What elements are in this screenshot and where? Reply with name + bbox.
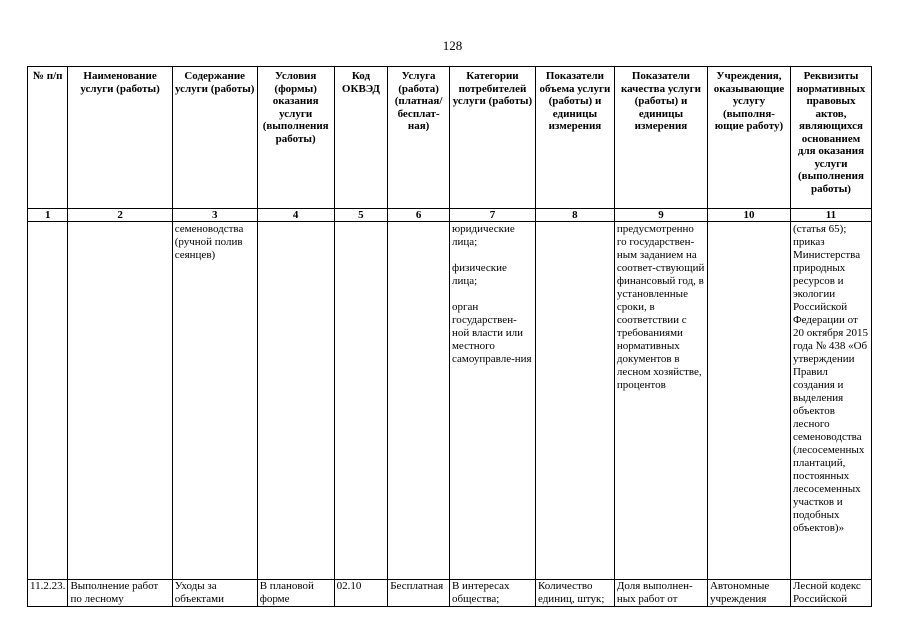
cell-legal: Лесной кодекс Российской: [790, 580, 871, 607]
cell-volume: Количество единиц, штук;: [535, 580, 614, 607]
cell-consumers: [449, 222, 535, 580]
cell-volume: [535, 222, 614, 580]
cell-consumers: В интересах общества;: [449, 580, 535, 607]
column-number: 5: [334, 209, 388, 222]
cell-paid: [388, 222, 450, 580]
column-number: 10: [707, 209, 790, 222]
cell-okved: [334, 222, 388, 580]
cell-quality: предусмотренно го государствен-ным заданием на соответ-ствующий финансовый год, в установленные сроки, в соответствии с требованиями нормативных документов в лесном хозяйстве, процентов: [614, 222, 707, 580]
cell-quality: Доля выполнен-ных работ от: [614, 580, 707, 607]
column-number: 6: [388, 209, 450, 222]
header-volume: Показатели объема услуги (работы) и единицы измерения: [535, 67, 614, 209]
consumer-item: физические лица;: [451, 262, 507, 287]
cell-conditions: В плановой форме: [257, 580, 334, 607]
services-table: [27, 66, 872, 607]
cell-name: Выполнение работ по лесному: [68, 580, 172, 607]
header-conditions: Условия (формы) оказания услуги (выполнения работы): [257, 67, 334, 209]
header-content: Содержание услуги (работы): [172, 67, 257, 209]
cell-name: [68, 222, 172, 580]
header-quality: Показатели качества услуги (работы) и единицы измерения: [614, 67, 707, 209]
column-number: 3: [172, 209, 257, 222]
header-legal: Реквизиты нормативных правовых актов, являющихся основанием для оказания услуги (выполнения работы): [790, 67, 871, 209]
column-number: 7: [449, 209, 535, 222]
header-num: № п/п: [28, 67, 68, 209]
cell-okved: 02.10: [334, 580, 388, 607]
column-number: 1: [28, 209, 68, 222]
cell-conditions: [257, 222, 334, 580]
cell-institutions: [707, 222, 790, 580]
consumer-item: орган государствен-ной власти или местного самоуправле-ния: [451, 301, 532, 365]
header-paid: Услуга (работа) (платная/ бесплат-ная): [388, 67, 450, 209]
column-number: 8: [535, 209, 614, 222]
table-row: [28, 580, 872, 607]
continuation-row: [28, 222, 872, 580]
page-number: 128: [442, 38, 463, 53]
column-number: 4: [257, 209, 334, 222]
column-number-row: [28, 209, 872, 222]
header-consumers: Категории потребителей услуги (работы): [449, 67, 535, 209]
header-institutions: Учреждения, оказывающие услугу (выполня-ющие работу): [707, 67, 790, 209]
column-number: 9: [614, 209, 707, 222]
cell-legal: (статья 65); приказ Министерства природных ресурсов и экологии Российской Федерации от 20 октября 2015 года № 438 «Об утверждении Правил создания и выделения объектов лесного семеноводства (лесосеменных плантаций, постоянных лесосеменных участков и подобных объектов)»: [790, 222, 871, 580]
cell-num: [28, 222, 68, 580]
consumer-item: юридические лица;: [451, 223, 515, 248]
column-number: 11: [790, 209, 871, 222]
header-name: Наименование услуги (работы): [68, 67, 172, 209]
cell-paid: Бесплатная: [388, 580, 450, 607]
header-okved: Код ОКВЭД: [334, 67, 388, 209]
cell-institutions: Автономные учреждения: [707, 580, 790, 607]
header-row: [28, 67, 872, 209]
cell-content: семеноводства (ручной полив сеянцев): [172, 222, 257, 580]
cell-content: Уходы за объектами: [172, 580, 257, 607]
column-number: 2: [68, 209, 172, 222]
cell-num: 11.2.23.: [28, 580, 68, 607]
